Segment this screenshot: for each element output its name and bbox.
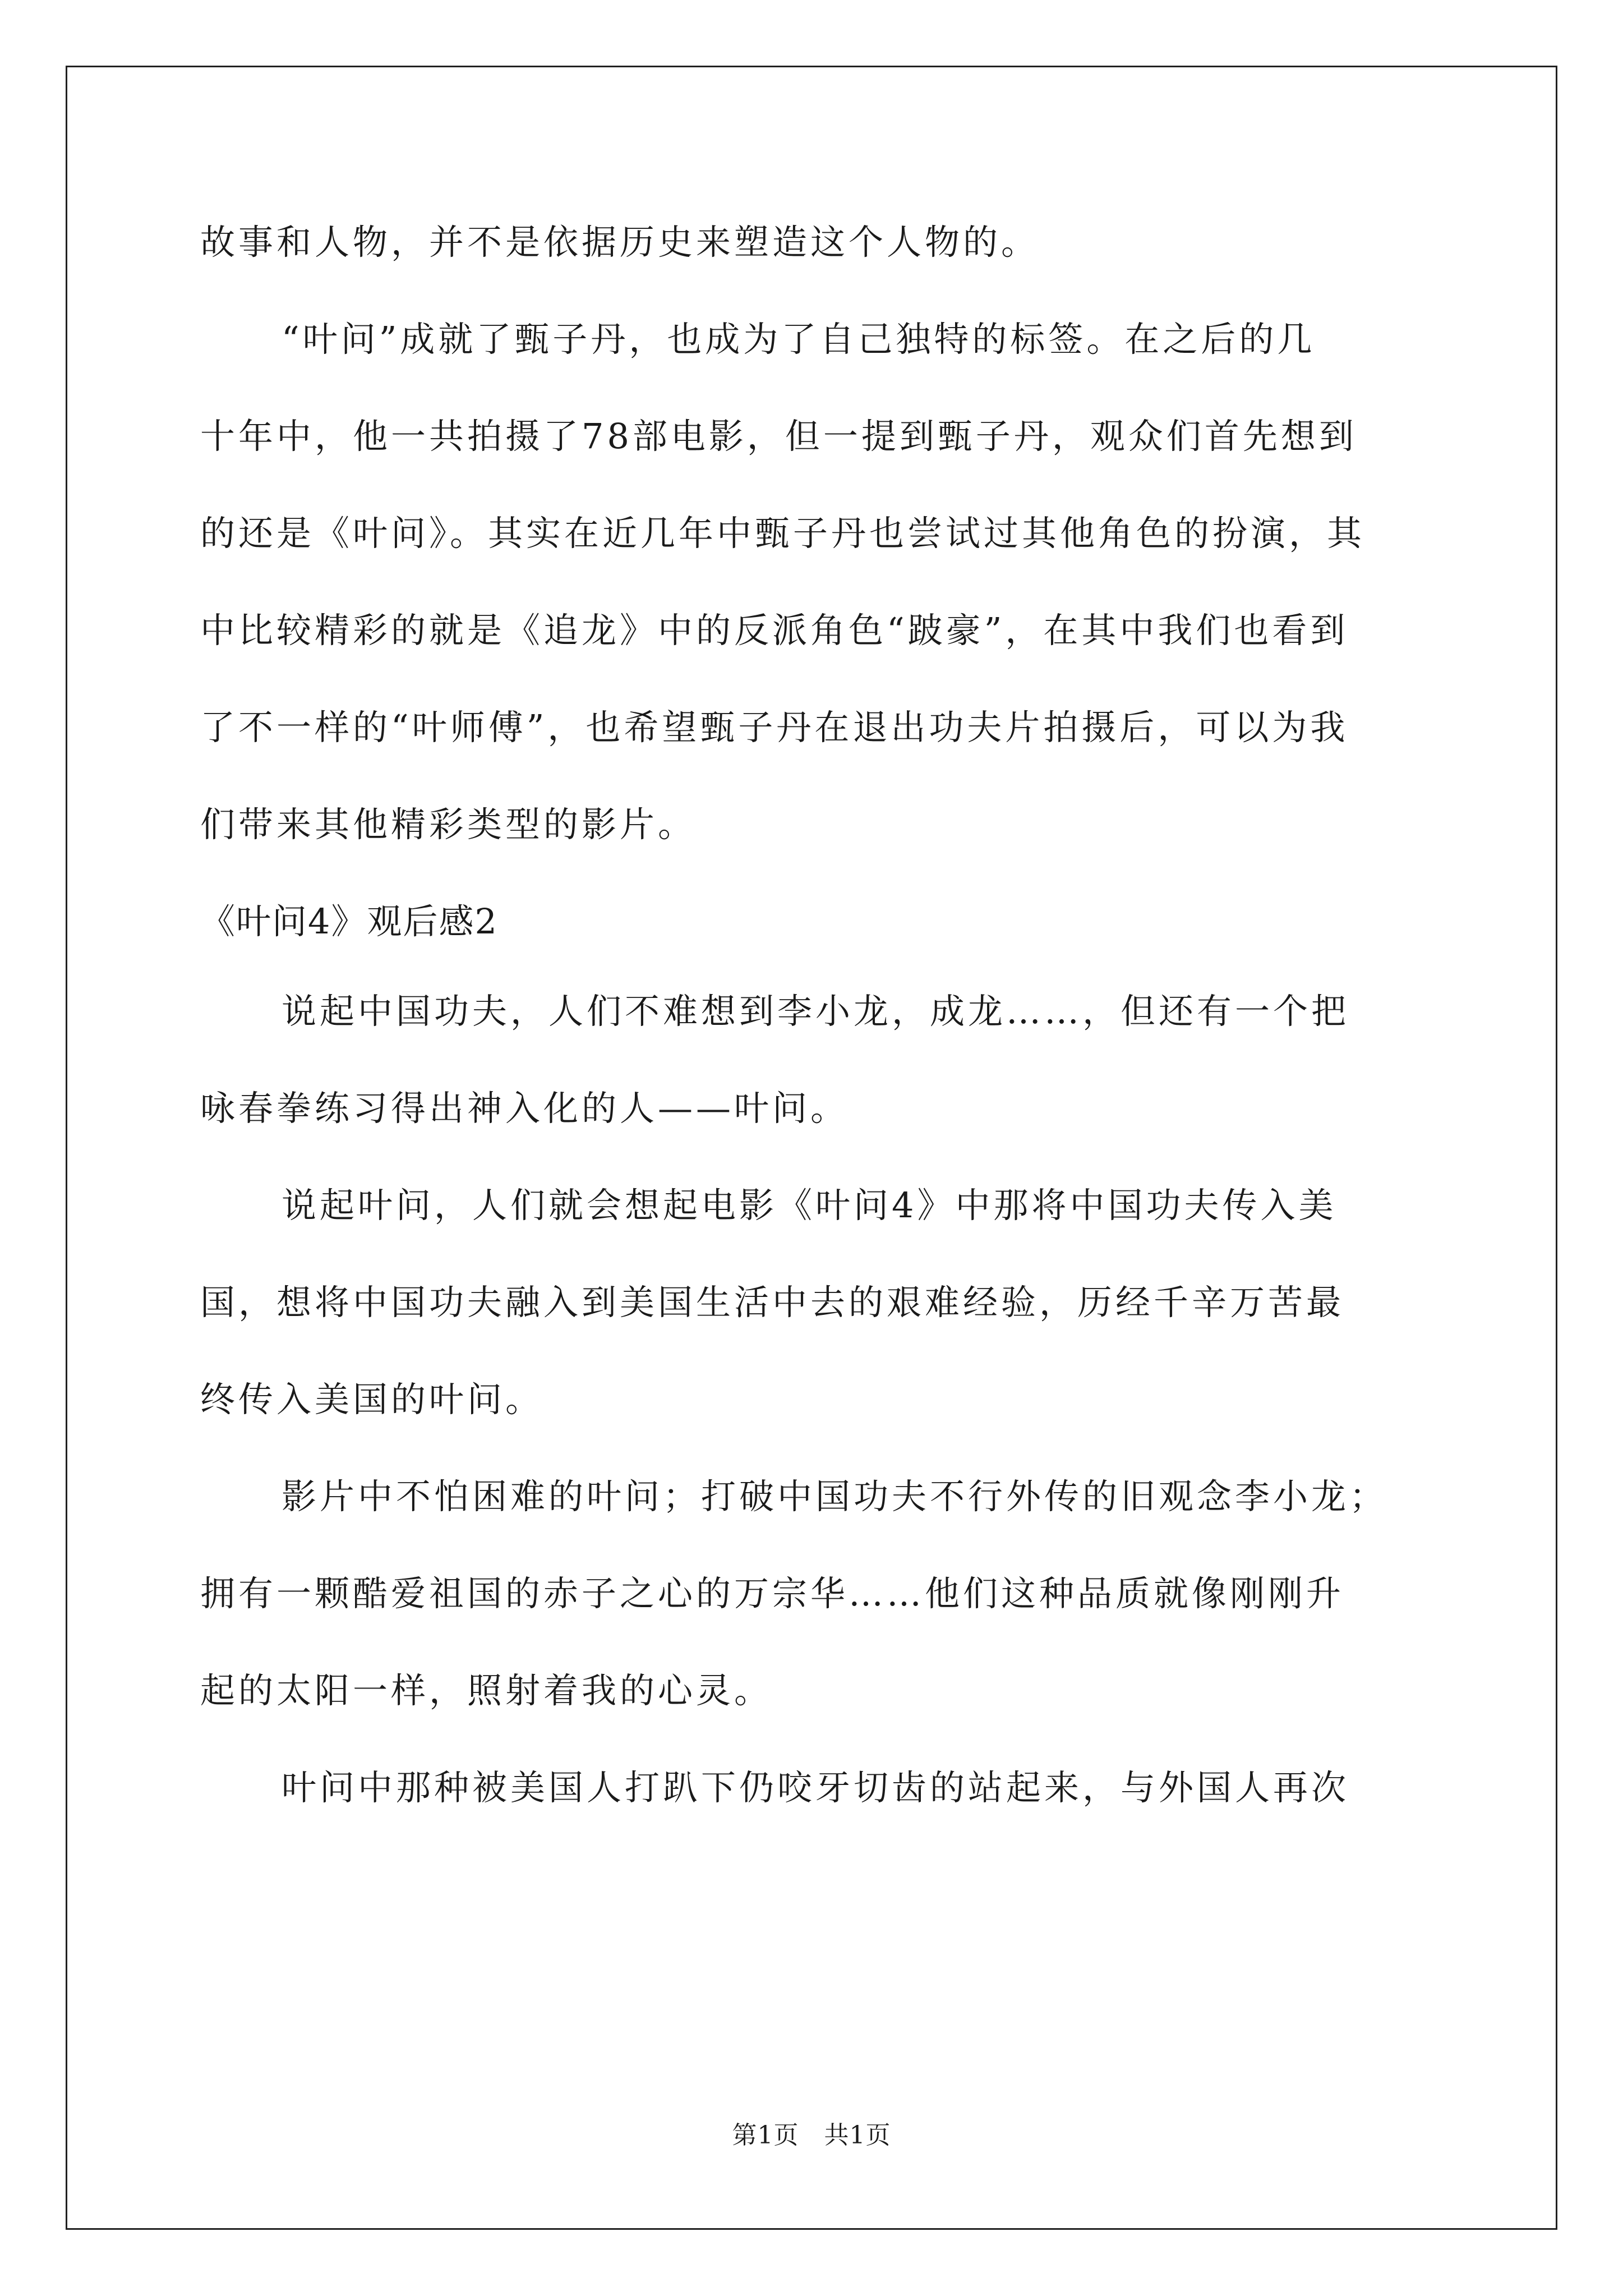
- paragraph-line: 的还是《叶问》。其实在近几年中甄子丹也尝试过其他角色的扮演，其: [200, 513, 1366, 554]
- paragraph-line: 影片中不怕困难的叶问；打破中国功夫不行外传的旧观念李小龙；: [282, 1476, 1388, 1517]
- paragraph-line: 说起中国功夫，人们不难想到李小龙，成龙……，但还有一个把: [282, 991, 1350, 1032]
- paragraph-line: 中比较精彩的就是《追龙》中的反派角色“跛豪”，在其中我们也看到: [200, 610, 1349, 651]
- paragraph-line: 叶问中那种被美国人打趴下仍咬牙切齿的站起来，与外国人再次: [282, 1767, 1350, 1808]
- paragraph-line: 十年中，他一共拍摄了78部电影，但一提到甄子丹，观众们首先想到: [200, 416, 1357, 457]
- paragraph-line: 起的太阳一样，照射着我的心灵。: [200, 1670, 773, 1711]
- paragraph-line: 们带来其他精彩类型的影片。: [200, 804, 697, 845]
- paragraph-line: 国，想将中国功夫融入到美国生活中去的艰难经验，历经千辛万苦最: [200, 1282, 1345, 1323]
- section-title: 《叶问4》观后感2: [200, 901, 498, 942]
- paragraph-line: 终传入美国的叶问。: [200, 1379, 544, 1420]
- paragraph-line: 了不一样的“叶师傅”，也希望甄子丹在退出功夫片拍摄后，可以为我: [200, 707, 1349, 748]
- paragraph-line: 说起叶问，人们就会想起电影《叶问4》中那将中国功夫传入美: [282, 1185, 1337, 1226]
- paragraph-line: 咏春拳练习得出神入化的人——叶问。: [200, 1088, 849, 1129]
- paragraph-line: 故事和人物，并不是依据历史来塑造这个人物的。: [200, 222, 1040, 263]
- paragraph-line: “叶问”成就了甄子丹，也成为了自己独特的标签。在之后的几: [282, 319, 1316, 360]
- document-body: [200, 197, 1434, 1840]
- paragraph-line: 拥有一颗酷爱祖国的赤子之心的万宗华……他们这种品质就像刚刚升: [200, 1573, 1345, 1614]
- page-number-footer: 第1页 共1页: [732, 2121, 891, 2150]
